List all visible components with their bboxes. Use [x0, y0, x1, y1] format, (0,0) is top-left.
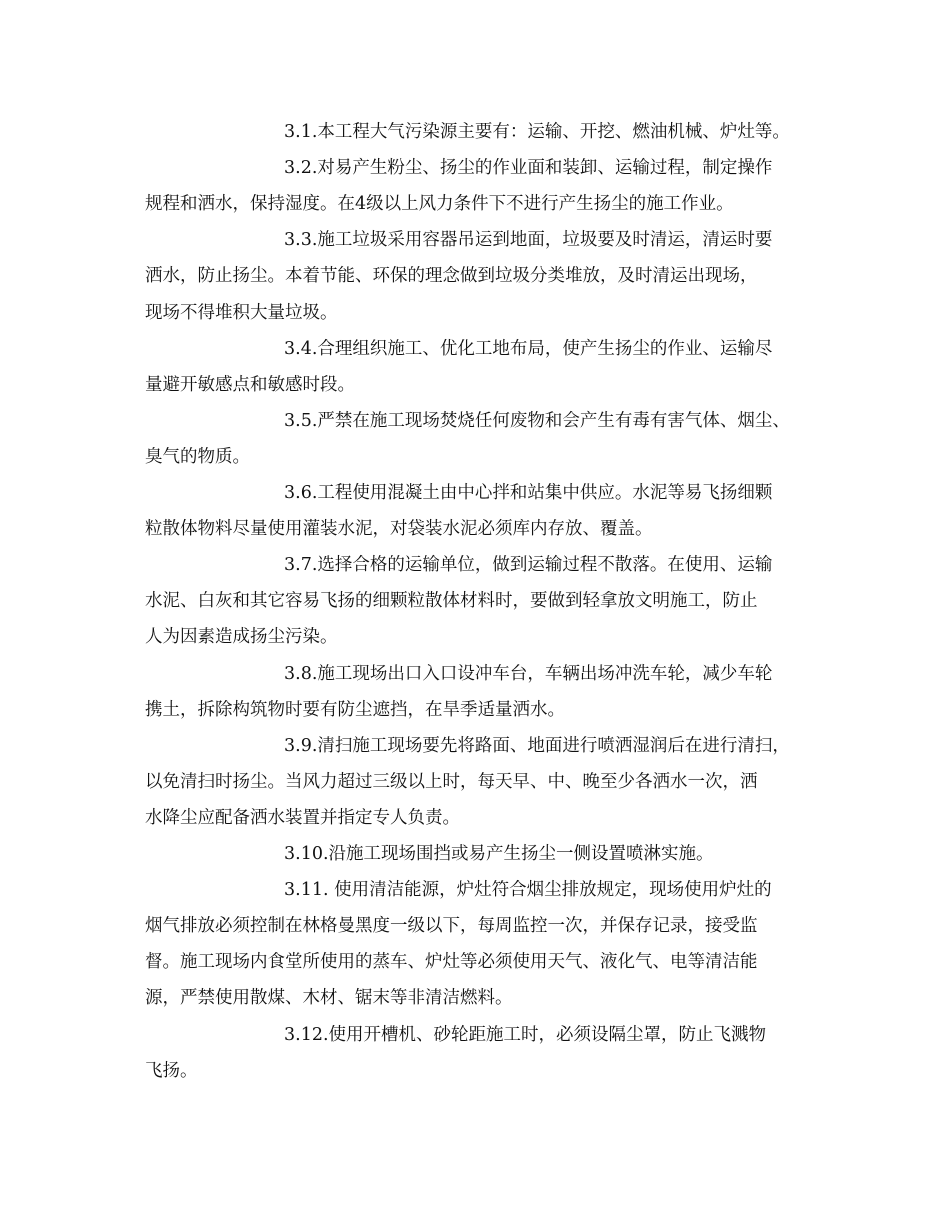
- text-line: 烟气排放必须控制在林格曼黑度一级以下，每周监控一次，并保存记录，接受监: [145, 916, 758, 937]
- text-line: 量避开敏感点和敏感时段。: [145, 374, 355, 395]
- text-line: 现场不得堆积大量垃圾。: [145, 302, 338, 323]
- text-line: 3.3.施工垃圾采用容器吊运到地面，垃圾要及时清运，清运时要: [284, 230, 773, 251]
- text-line: 以免清扫时扬尘。当风力超过三级以上时，每天早、中、晚至少各洒水一次，洒: [145, 771, 758, 792]
- text-line: 3.10.沿施工现场围挡或易产生扬尘一侧设置喷淋实施。: [284, 844, 714, 864]
- text-line: 3.6.工程使用混凝土由中心拌和站集中供应。水泥等易飞扬细颗: [284, 483, 773, 503]
- text-line: 3.8.施工现场出口入口设冲车台，车辆出场冲洗车轮，减少车轮: [284, 663, 773, 684]
- text-line: 水降尘应配备洒水装置并指定专人负责。: [145, 807, 460, 828]
- text-line: 粒散体物料尽量使用灌装水泥，对袋装水泥必须库内存放、覆盖。: [145, 519, 653, 540]
- text-line: 3.5.严禁在施工现场焚烧任何废物和会产生有毒有害气体、烟尘、: [284, 410, 790, 431]
- text-line: 人为因素造成扬尘污染。: [145, 627, 338, 648]
- text-line: 3.12.使用开槽机、砂轮距施工时，必须设隔尘罩，防止飞溅物: [284, 1024, 767, 1045]
- text-line: 源，严禁使用散煤、木材、锯末等非清洁燃料。: [145, 988, 513, 1009]
- text-line: 3.2.对易产生粉尘、扬尘的作业面和装卸、运输过程，制定操作: [284, 158, 773, 179]
- text-line: 规程和洒水，保持湿度。在4级以上风力条件下不进行产生扬尘的施工作业。: [145, 194, 734, 215]
- text-line: 臭气的物质。: [145, 446, 250, 467]
- text-line: 3.1.本工程大气污染源主要有：运输、开挖、燃油机械、炉灶等。: [284, 122, 790, 142]
- text-line: 水泥、白灰和其它容易飞扬的细颗粒散体材料时，要做到轻拿放文明施工，防止: [145, 591, 758, 612]
- text-line: 携土，拆除构筑物时要有防尘遮挡，在旱季适量洒水。: [145, 699, 565, 720]
- text-line: 3.7.选择合格的运输单位，做到运输过程不散落。在使用、运输: [284, 555, 773, 576]
- text-line: 3.11. 使用清洁能源，炉灶符合烟尘排放规定，现场使用炉灶的: [284, 880, 772, 901]
- text-line: 3.9.清扫施工现场要先将路面、地面进行喷洒湿润后在进行清扫，: [284, 735, 790, 756]
- text-line: 洒水，防止扬尘。本着节能、环保的理念做到垃圾分类堆放，及时清运出现场，: [145, 266, 758, 287]
- text-line: 督。施工现场内食堂所使用的蒸车、炉灶等必须使用天气、液化气、电等清洁能: [145, 952, 758, 973]
- text-line: 飞扬。: [145, 1060, 198, 1081]
- text-line: 3.4.合理组织施工、优化工地布局，使产生扬尘的作业、运输尽: [284, 338, 773, 359]
